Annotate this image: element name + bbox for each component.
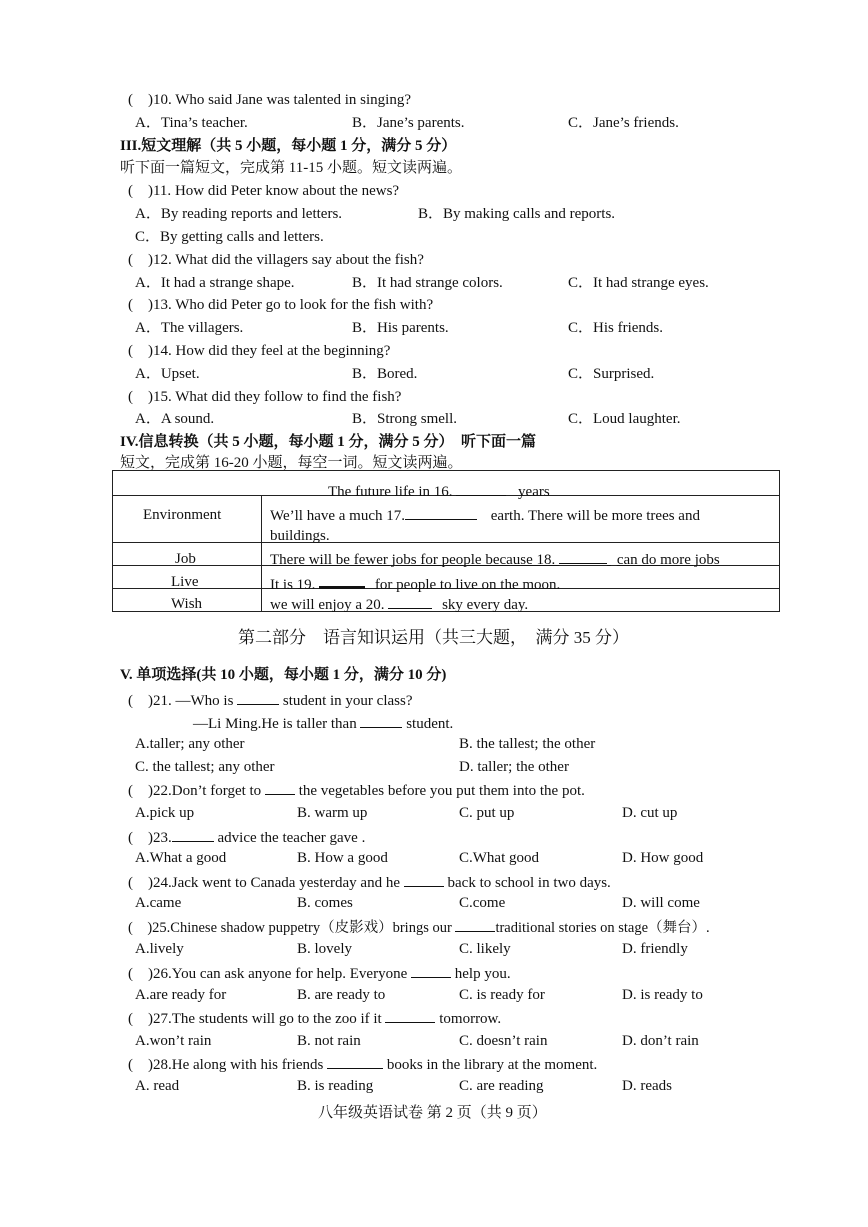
row-text: earth. There will be more trees and bbox=[490, 508, 700, 524]
option-a: A．A sound. bbox=[135, 411, 215, 427]
answer-blank[interactable] bbox=[404, 872, 444, 887]
question-10 bbox=[128, 90, 411, 110]
question-text: back to school in two days. bbox=[447, 875, 611, 891]
question-text: Don’t forget to bbox=[171, 783, 262, 799]
row-content-job bbox=[270, 549, 720, 570]
question-text: The students will go to the zoo if it bbox=[171, 1011, 382, 1027]
table-header bbox=[328, 481, 550, 502]
answer-blank[interactable] bbox=[360, 713, 402, 728]
answer-blank[interactable] bbox=[455, 917, 495, 932]
option-b: B. lovely bbox=[297, 941, 352, 957]
option-b: B. How a good bbox=[297, 850, 388, 866]
option-c: C．Loud laughter. bbox=[568, 411, 681, 427]
option-d: D. cut up bbox=[622, 805, 678, 821]
table-header-text: The future life in 16. bbox=[328, 484, 453, 500]
option-c: C. likely bbox=[459, 941, 511, 957]
option-c: C. doesn’t rain bbox=[459, 1033, 548, 1049]
table-divider bbox=[113, 542, 779, 543]
row-content-environment bbox=[270, 505, 700, 526]
option-b: B. are ready to bbox=[297, 987, 386, 1003]
question-number: ( )23. bbox=[128, 830, 172, 846]
question-number: ( )14. bbox=[128, 343, 172, 359]
question-number: ( )12. bbox=[128, 252, 172, 268]
question-text: What did the villagers say about the fish? bbox=[175, 252, 424, 268]
option-a: A. read bbox=[135, 1078, 180, 1094]
row-content-wish bbox=[270, 594, 528, 615]
option-b: B．By making calls and reports. bbox=[418, 206, 616, 222]
answer-blank[interactable] bbox=[411, 963, 451, 978]
question-text: How did Peter know about the news? bbox=[174, 183, 400, 199]
option-c: C．Surprised. bbox=[568, 366, 655, 382]
option-a: A．It had a strange shape. bbox=[135, 275, 295, 291]
option-c: C. is ready for bbox=[459, 987, 545, 1003]
option-b: B．Strong smell. bbox=[352, 411, 458, 427]
option-d: D. How good bbox=[622, 850, 704, 866]
question-text: the vegetables before you put them into the pot. bbox=[298, 783, 585, 799]
question-number: ( )25. bbox=[128, 920, 171, 936]
question-text: Jack went to Canada yesterday and he bbox=[171, 875, 400, 891]
row-label-job: Job bbox=[175, 551, 196, 567]
question-number: ( )24. bbox=[128, 875, 172, 891]
option-c: C．Jane’s friends. bbox=[568, 115, 679, 131]
option-a: A.lively bbox=[135, 941, 184, 957]
option-d: D. taller; the other bbox=[459, 759, 569, 775]
question-text: —Who is bbox=[175, 693, 234, 709]
question-text: tomorrow. bbox=[439, 1011, 502, 1027]
question-21-line-2 bbox=[193, 713, 453, 734]
answer-blank-16[interactable] bbox=[456, 481, 506, 496]
question-number: ( )13. bbox=[128, 297, 172, 313]
table-header-unit: years bbox=[518, 484, 550, 500]
question-text: What did they follow to find the fish? bbox=[175, 389, 402, 405]
option-b: B. not rain bbox=[297, 1033, 361, 1049]
option-a: A．Upset. bbox=[135, 366, 200, 382]
question-13 bbox=[128, 295, 433, 315]
info-table bbox=[112, 470, 780, 612]
answer-blank[interactable] bbox=[265, 780, 295, 795]
question-text: advice the teacher gave . bbox=[217, 830, 366, 846]
question-text: help you. bbox=[454, 966, 511, 982]
answer-blank-17[interactable] bbox=[405, 505, 477, 520]
question-21 bbox=[128, 690, 412, 711]
answer-blank[interactable] bbox=[237, 690, 279, 705]
row-text: sky every day. bbox=[442, 597, 529, 613]
answer-blank[interactable] bbox=[327, 1054, 383, 1069]
section-3-instructions: 听下面一篇短文，完成第 11-15 小题。短文读两遍。 bbox=[120, 160, 462, 176]
answer-blank[interactable] bbox=[172, 827, 214, 842]
option-a: A.came bbox=[135, 895, 182, 911]
option-d: D. don’t rain bbox=[622, 1033, 699, 1049]
question-text: Who did Peter go to look for the fish with? bbox=[175, 297, 434, 313]
table-column-divider bbox=[261, 495, 262, 611]
question-number: ( )10. bbox=[128, 92, 172, 108]
question-26 bbox=[128, 963, 511, 984]
question-number: ( )11. bbox=[128, 183, 172, 199]
answer-blank[interactable] bbox=[385, 1008, 435, 1023]
row-label-environment: Environment bbox=[143, 507, 222, 523]
option-b: B. comes bbox=[297, 895, 353, 911]
row-label-wish: Wish bbox=[171, 596, 203, 612]
question-27 bbox=[128, 1008, 501, 1029]
question-text: —Li Ming.He is taller than bbox=[193, 716, 357, 732]
option-b: B．Jane’s parents. bbox=[352, 115, 465, 131]
question-28 bbox=[128, 1054, 597, 1075]
option-c: C．By getting calls and letters. bbox=[135, 229, 324, 245]
section-3-title: III.短文理解（共 5 小题，每小题 1 分，满分 5 分） bbox=[120, 138, 457, 154]
row-text: for people to live on the moon. bbox=[374, 577, 561, 593]
question-text: traditional stories on stage（舞台）. bbox=[495, 920, 710, 936]
option-c: C.What good bbox=[459, 850, 539, 866]
option-c: C．His friends. bbox=[568, 320, 663, 336]
page-footer: 八年级英语试卷 第 2 页（共 9 页） bbox=[318, 1105, 547, 1121]
option-a: A．Tina’s teacher. bbox=[135, 115, 248, 131]
option-b: B．It had strange colors. bbox=[352, 275, 503, 291]
question-number: ( )27. bbox=[128, 1011, 172, 1027]
question-15 bbox=[128, 387, 401, 407]
row-text: we will enjoy a 20. bbox=[270, 597, 385, 613]
option-d: D. reads bbox=[622, 1078, 672, 1094]
section-4-instructions: 短文，完成第 16-20 小题，每空一词。短文读两遍。 bbox=[120, 455, 463, 471]
question-text: student in your class? bbox=[282, 693, 413, 709]
row-text: We’ll have a much 17. bbox=[270, 508, 405, 524]
row-content-live bbox=[270, 572, 560, 595]
question-text: Chinese shadow puppetry（皮影戏）brings our bbox=[170, 920, 452, 936]
answer-blank-18[interactable] bbox=[559, 549, 607, 564]
option-c: C．It had strange eyes. bbox=[568, 275, 709, 291]
section-5-title: V. 单项选择(共 10 小题，每小题 1 分，满分 10 分) bbox=[120, 667, 447, 683]
option-c: C. the tallest; any other bbox=[135, 759, 275, 775]
option-c: C.come bbox=[459, 895, 506, 911]
question-number: ( )15. bbox=[128, 389, 172, 405]
question-text: books in the library at the moment. bbox=[386, 1057, 598, 1073]
question-12 bbox=[128, 250, 424, 270]
option-a: A.What a good bbox=[135, 850, 227, 866]
question-text: You can ask anyone for help. Everyone bbox=[171, 966, 408, 982]
row-text: It is 19. bbox=[270, 577, 316, 593]
question-text: How did they feel at the beginning? bbox=[175, 343, 391, 359]
option-d: D. will come bbox=[622, 895, 700, 911]
row-text: There will be fewer jobs for people because 18. bbox=[270, 552, 556, 568]
row-content-environment-cont: buildings. bbox=[270, 528, 330, 544]
option-a: A.taller; any other bbox=[135, 736, 245, 752]
answer-blank-20[interactable] bbox=[388, 594, 432, 609]
question-23 bbox=[128, 827, 365, 848]
section-4-title: IV.信息转换（共 5 小题，每小题 1 分，满分 5 分） 听下面一篇 bbox=[120, 434, 536, 450]
option-d: D. friendly bbox=[622, 941, 688, 957]
option-b: B. warm up bbox=[297, 805, 368, 821]
question-24 bbox=[128, 872, 611, 893]
row-label-live: Live bbox=[171, 574, 199, 590]
option-c: C. put up bbox=[459, 805, 515, 821]
question-14 bbox=[128, 341, 390, 361]
question-11 bbox=[128, 181, 399, 201]
option-a: A．The villagers. bbox=[135, 320, 244, 336]
question-number: ( )28. bbox=[128, 1057, 172, 1073]
part-2-title: 第二部分 语言知识运用（共三大题， 满分 35 分） bbox=[238, 628, 629, 647]
question-number: ( )21. bbox=[128, 693, 172, 709]
option-a: A.pick up bbox=[135, 805, 195, 821]
option-a: A.are ready for bbox=[135, 987, 227, 1003]
question-text: He along with his friends bbox=[171, 1057, 324, 1073]
question-text: Who said Jane was talented in singing? bbox=[175, 92, 412, 108]
option-b: B. is reading bbox=[297, 1078, 374, 1094]
option-b: B．Bored. bbox=[352, 366, 418, 382]
option-a: A．By reading reports and letters. bbox=[135, 206, 343, 222]
question-text: student. bbox=[406, 716, 454, 732]
option-b: B. the tallest; the other bbox=[459, 736, 596, 752]
answer-blank-19[interactable] bbox=[319, 572, 365, 589]
option-a: A.won’t rain bbox=[135, 1033, 212, 1049]
row-text: can do more jobs bbox=[616, 552, 720, 568]
question-number: ( )26. bbox=[128, 966, 172, 982]
option-d: D. is ready to bbox=[622, 987, 703, 1003]
question-25 bbox=[128, 917, 710, 938]
option-b: B．His parents. bbox=[352, 320, 449, 336]
option-c: C. are reading bbox=[459, 1078, 544, 1094]
question-22 bbox=[128, 780, 585, 801]
question-number: ( )22. bbox=[128, 783, 172, 799]
